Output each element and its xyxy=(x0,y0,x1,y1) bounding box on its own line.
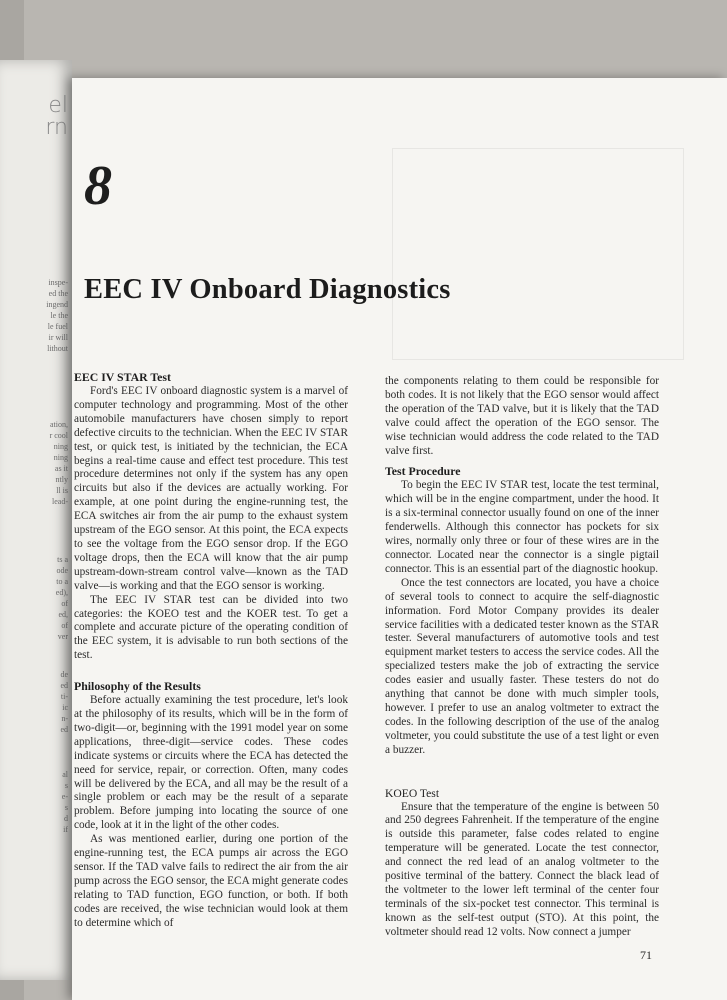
left-column xyxy=(74,370,348,931)
left-page-fragment-text: ed the xyxy=(48,289,68,298)
left-page-fragment-text: al xyxy=(62,770,68,779)
left-page-fragment-text: to a xyxy=(56,577,68,586)
left-page-fragment-text: n- xyxy=(61,714,68,723)
subsection-heading: KOEO Test xyxy=(385,786,440,800)
left-page-fragment-text: d xyxy=(64,814,68,823)
left-page-fragment-text: e- xyxy=(61,792,68,801)
paragraph: As was mentioned earlier, during one portion of the engine-running test, the ECA pumps air across the EGO sensor. If the TAD valve fails to redirect the air from the air pump across the EGO sensor, the ECA might generate codes relating to TAD function, EGO function, or both. If both codes are received, the wise technician would look at them to determine which of xyxy=(74,833,348,929)
section-heading: Test Procedure xyxy=(385,464,461,479)
left-page-fragment-text: ti- xyxy=(60,692,68,701)
chapter-title: EEC IV Onboard Diagnostics xyxy=(84,274,451,305)
left-page-fragment-text: ed, xyxy=(58,610,68,619)
paragraph: To begin the EEC IV STAR test, locate the test terminal, which will be in the engine compartment, under the hood. It is a six-terminal connector usually found on one of the inner fenderwells. Although this connector has pockets for six wires, normally only three or four of these wires are in the connector. Located near the connector is a single pigtail connector. This is an essential part of the diagnostic hookup. xyxy=(385,479,659,575)
paragraph: Ensure that the temperature of the engine is between 50 and 250 degrees Fahrenheit. If the temperature of the engine is outside this parameter, false codes related to engine temperature will be generated. Locate the test connector, and connect the red lead of an analog voltmeter to the positive terminal of the battery. Connect the black lead of the voltmeter to the lower left terminal of the center four terminals of the six-pocket test connector. This terminal is known as the self-test output (STO). At this point, the voltmeter should read 12 volts. Now connect a jumper xyxy=(385,800,659,938)
left-page-fragment-text: ed), xyxy=(55,588,68,597)
left-page-fragment-text: ll is xyxy=(56,486,68,495)
left-page-fragment-text: de xyxy=(60,670,68,679)
right-page xyxy=(72,78,727,1000)
left-page-fragment-text: of xyxy=(61,621,68,630)
left-page-fragment-text: of xyxy=(61,599,68,608)
paragraph: Once the test connectors are located, you have a choice of several tools to connect to acquire the self-diagnostic information. Ford Motor Company provides its dealer service facilities with a dedicated tester known as the STAR tester. Several manufacturers of automotive tools and test equipment market testers to access the service codes. All the specialized testers make the job of extracting the service codes easier and usually faster. These testers do not do anything that cannot be done with much simpler tools, however. I prefer to use an analog voltmeter to extract the codes. In the following description of the use of the analog voltmeter, you could substitute the use of a test light or even a buzzer. xyxy=(385,576,659,756)
paragraph: The EEC IV STAR test can be divided into two categories: the KOEO test and the KOER test. To get a complete and accurate picture of the operating condition of the EEC system, it is advisable to run both sections of the test. xyxy=(74,593,348,662)
section-heading: EEC IV STAR Test xyxy=(74,370,171,384)
left-page-fragment-text: s xyxy=(64,803,68,812)
chapter-number: 8 xyxy=(84,155,112,217)
left-page-fragment-text: lithout xyxy=(47,344,68,353)
paragraph-continuation: the components relating to them could be responsible for both codes. It is not likely that the EGO sensor would affect the operation of the TAD valve, but it is likely that the TAD valve could affect the operation of the EGO sensor. The wise technician would address the code related to the TAD valve first. xyxy=(385,375,659,457)
left-page-fragment-text: ingend xyxy=(46,300,68,309)
bleed-through-frame xyxy=(392,148,684,360)
left-page-fragment-text: as it xyxy=(54,464,68,473)
left-page-fragment xyxy=(0,60,72,980)
right-column xyxy=(385,375,659,940)
left-page-fragment-text: s xyxy=(64,781,68,790)
left-page-fragment-text: ed xyxy=(60,725,68,734)
left-page-fragment-text: inspe- xyxy=(48,278,68,287)
paragraph: Before actually examining the test procedure, let's look at the philosophy of its results, which will be in the form of two-digit—or, beginning with the 1991 model year on some applications, three-digit—service codes. These codes indicate systems or circuits where the ECA has detected the need for service, repair, or correction. Often, many codes will be delivered by the ECA, and all may be the result of a single problem or each may be the result of a separate problem. Before jumping into locating the source of one code, look at it in the light of the other codes. xyxy=(74,694,348,832)
left-page-fragment-text: le fuel xyxy=(47,322,68,331)
left-page-fragment-text: ic xyxy=(62,703,68,712)
left-page-fragment-text: ver xyxy=(57,632,68,641)
left-page-fragment-text: ning xyxy=(53,442,68,451)
left-page-fragment-text: ning xyxy=(53,453,68,462)
left-page-fragment-text: rn xyxy=(45,117,68,139)
left-page-fragment-text: el xyxy=(48,95,68,117)
left-page-fragment-text: if xyxy=(63,825,68,834)
left-page-fragment-text: ts a xyxy=(57,555,68,564)
page-number: 71 xyxy=(640,948,652,962)
left-page-fragment-text: ir will xyxy=(48,333,68,342)
left-page-fragment-text: lead- xyxy=(52,497,68,506)
left-page-fragment-text: le the xyxy=(50,311,68,320)
left-page-fragment-text: ed xyxy=(60,681,68,690)
left-page-fragment-text: r cool xyxy=(49,431,68,440)
left-page-fragment-text: ntly xyxy=(55,475,68,484)
paragraph: Ford's EEC IV onboard diagnostic system is a marvel of computer technology and programming. Most of the other automobile manufacturers have chosen simply to report defective circuits to the technician. When the EEC IV STAR test, or quick test, is initiated by the technician, the ECA begins a real-time cause and effect test procedure. This test procedure determines not only if the system has any open circuits but also if the devices are actually working. For example, at one point during the engine-running test, the ECA switches air from the air pump to the exhaust system upstream of the EGO sensor. At this point, the ECA expects to see the voltage from the EGO sensor drop. If the EGO voltage drops, then the ECA will know that the air pump upstream-down-stream control valve—known as the TAD valve—is working and that the EGO sensor is working. xyxy=(74,385,348,592)
left-page-fragment-text: ation, xyxy=(50,420,68,429)
left-page-fragment-text: ode xyxy=(56,566,68,575)
section-heading: Philosophy of the Results xyxy=(74,679,201,694)
